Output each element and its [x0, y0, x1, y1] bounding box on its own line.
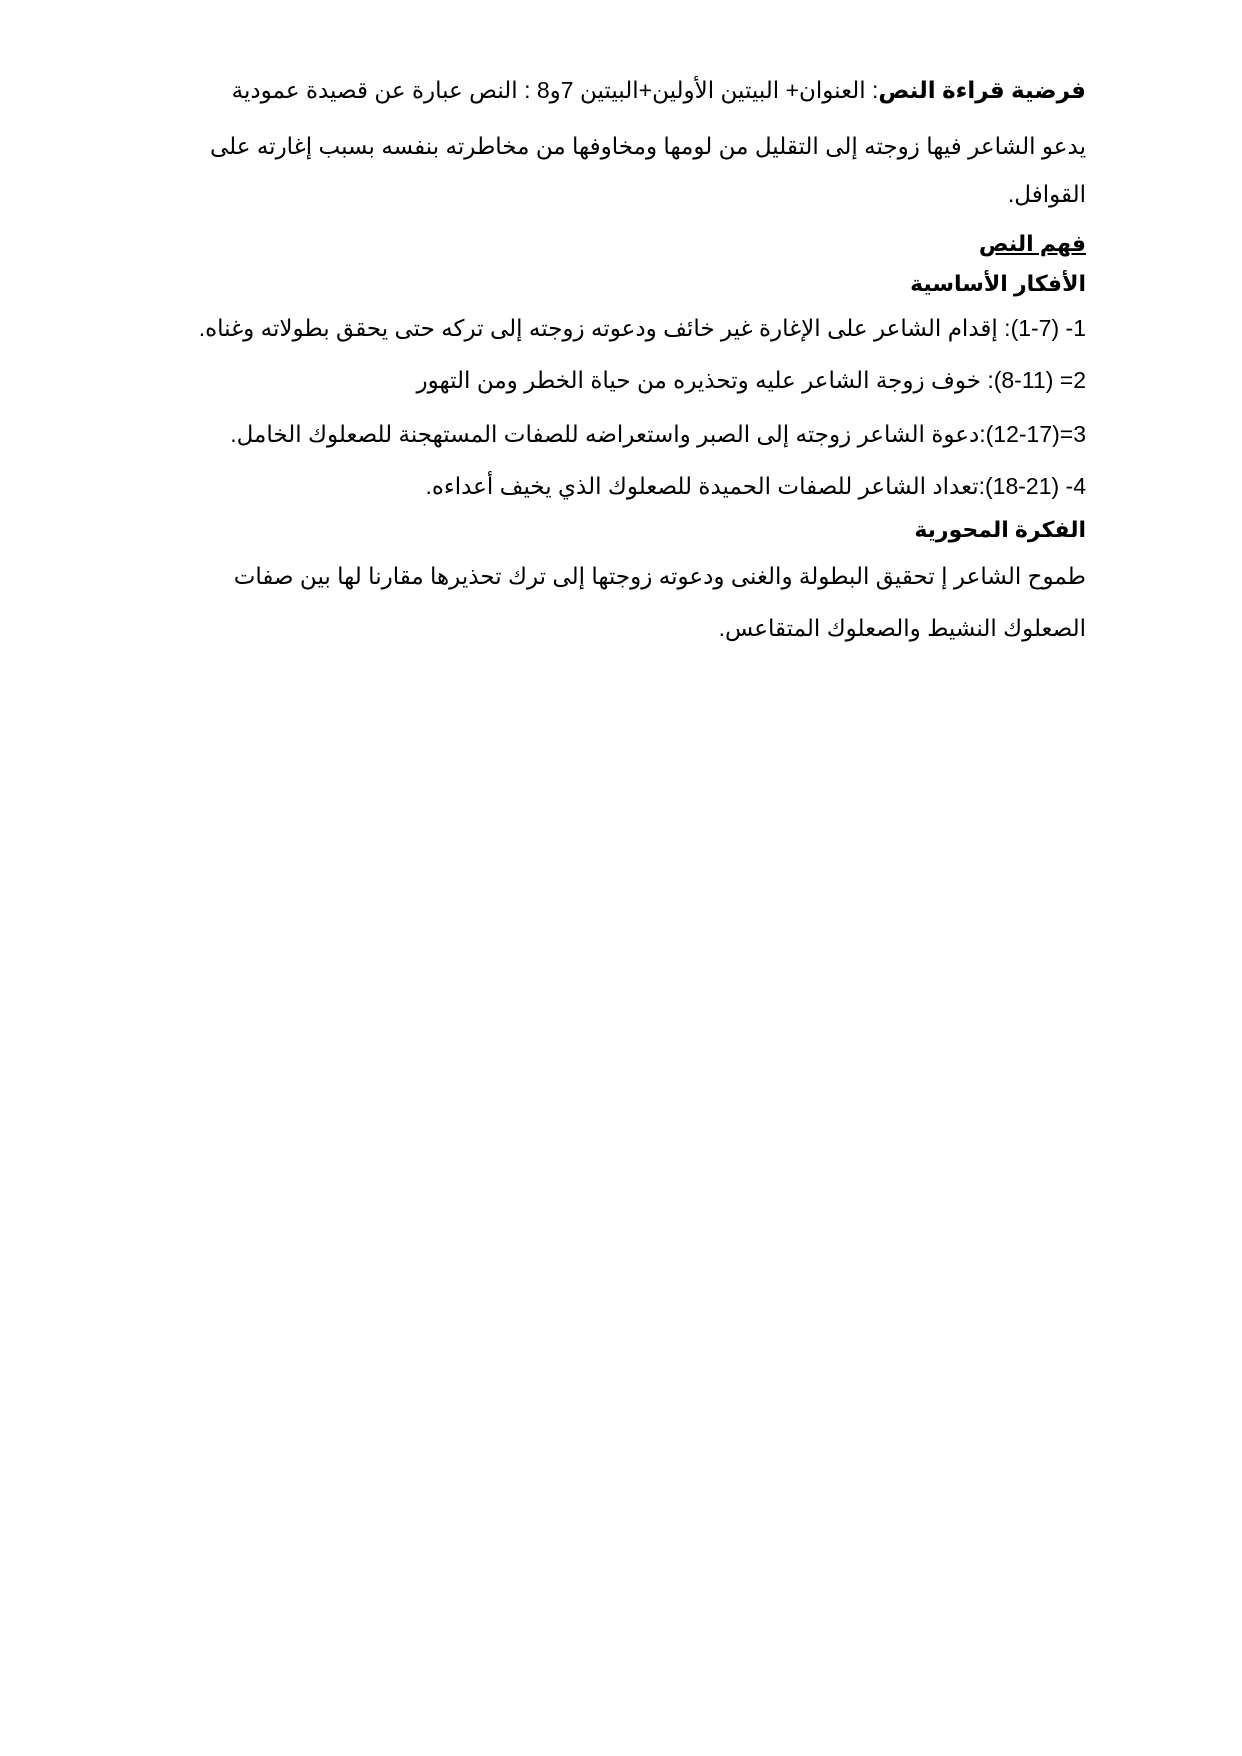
comprehension-title: فهم النص: [978, 231, 1086, 256]
hypothesis-line-1: [232, 74, 1086, 106]
main-idea-3: 3=(12-17):دعوة الشاعر زوجته إلى الصبر واستعراضه للصفات المستهجنة للصعلوك الخامل.: [230, 421, 1086, 447]
central-idea-line-1: طموح الشاعر إ تحقيق البطولة والغنى ودعوته زوجتها إلى ترك تحذيرها مقارنا لها بين صفات: [233, 563, 1086, 589]
main-idea-4: 4- (18-21):تعداد الشاعر للصفات الحميدة للصعلوك الذي يخيف أعداءه.: [425, 473, 1086, 499]
main-idea-1: 1- (1-7): إقدام الشاعر على الإغارة غير خائف ودعوته زوجته إلى تركه حتى يحقق بطولاته وغناه.: [198, 315, 1086, 341]
main-idea-2: 2= (8-11): خوف زوجة الشاعر عليه وتحذيره من حياة الخطر ومن التهور: [416, 367, 1086, 393]
hypothesis-colon: :: [872, 77, 879, 103]
main-ideas-title: الأفكار الأساسية: [910, 271, 1086, 296]
hypothesis-text-1: العنوان+ البيتين الأولين+البيتين 7و8 : النص عبارة عن قصيدة عمودية: [231, 77, 866, 103]
central-idea-line-2: الصعلوك النشيط والصعلوك المتقاعس.: [718, 615, 1086, 641]
hypothesis-label: فرضية قراءة النص: [878, 77, 1086, 103]
hypothesis-line-2: يدعو الشاعر فيها زوجته إلى التقليل من لومها ومخاوفها من مخاطرته بنفسه بسبب إغارته على: [209, 133, 1086, 159]
hypothesis-line-3: القوافل.: [1007, 181, 1086, 207]
central-idea-title: الفكرة المحورية: [914, 517, 1086, 542]
